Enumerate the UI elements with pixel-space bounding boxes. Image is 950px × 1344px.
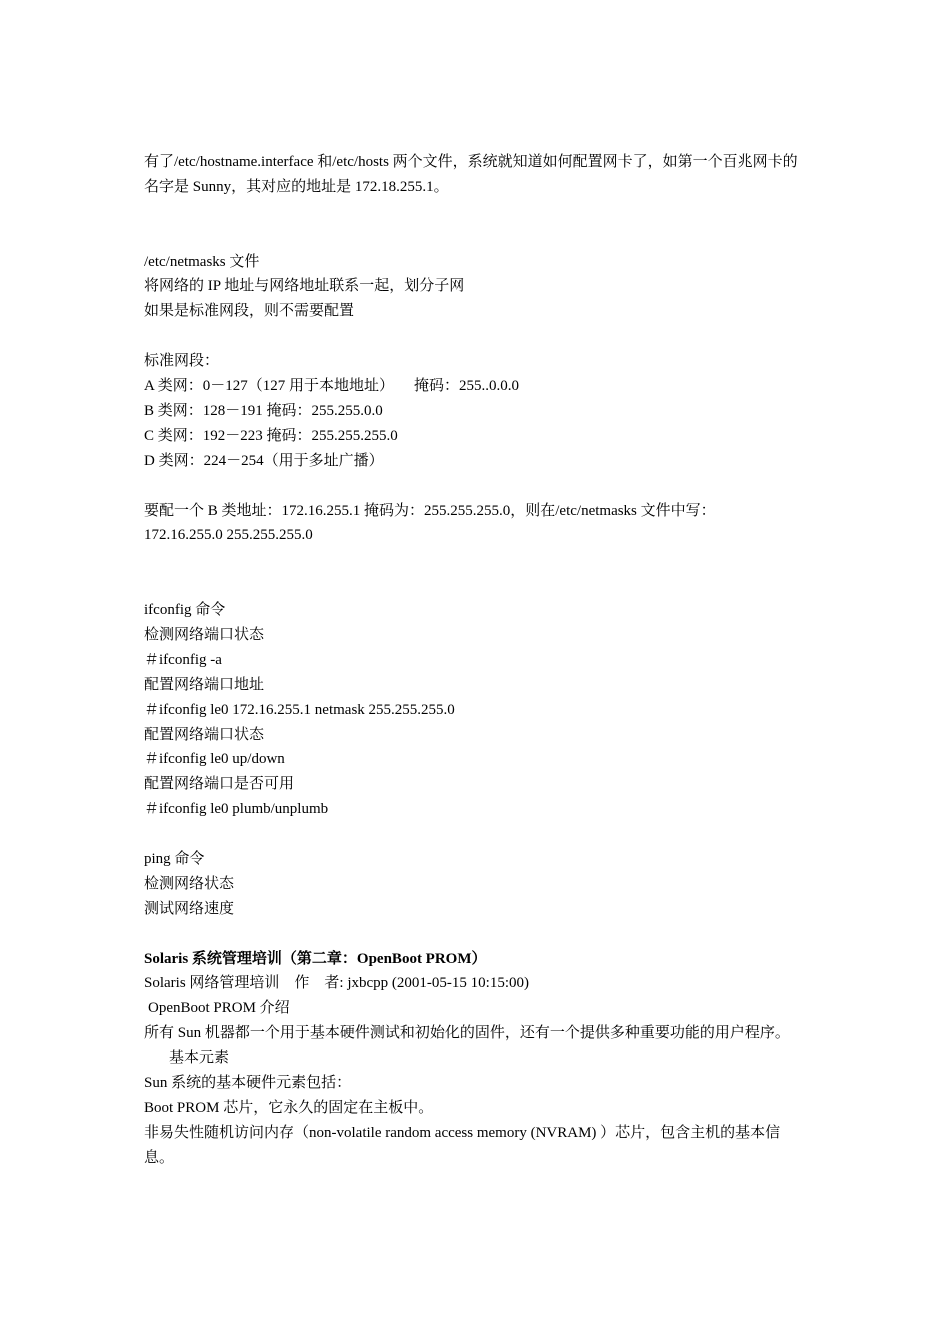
ifconfig-line: 配置网络端口地址: [144, 676, 265, 693]
ifconfig-command: ＃ifconfig le0 172.16.255.1 netmask 255.255.255.0: [144, 701, 455, 718]
spacer: [144, 548, 810, 573]
ifconfig-command: ＃ifconfig le0 plumb/unplumb: [144, 801, 329, 818]
chapter-title: Solaris 系统管理培训（第二章：OpenBoot PROM）: [144, 950, 487, 967]
example-line: 要配一个 B 类地址：172.16.255.1 掩码为：255.255.255.0，则在/etc/netmasks 文件中写：: [144, 502, 716, 519]
spacer: [144, 573, 810, 598]
class-a-line: [144, 374, 810, 399]
spacer: [144, 822, 810, 847]
spacer: [144, 324, 810, 349]
ifconfig-command: ＃ifconfig le0 up/down: [144, 751, 285, 768]
intro-paragraph: 有了/etc/hostname.interface 和/etc/hosts 两个文件，系统就知道如何配置网卡了，如第一个百兆网卡的名字是 Sunny，其对应的地址是 172.18.255.1。: [144, 154, 798, 195]
ifconfig-heading: ifconfig 命令: [144, 602, 226, 619]
class-a-mask: 掩码：255..0.0.0: [414, 378, 520, 395]
class-c-line: C 类网：192－223 掩码：255.255.255.0: [144, 427, 398, 444]
ifconfig-line: 检测网络端口状态: [144, 626, 265, 643]
basic-elements-heading: 基本元素: [169, 1050, 230, 1067]
netmasks-heading: /etc/netmasks 文件: [144, 253, 260, 270]
spacer: [144, 200, 810, 225]
ifconfig-line: 配置网络端口是否可用: [144, 776, 295, 793]
example-value: 172.16.255.0 255.255.255.0: [144, 527, 313, 544]
openboot-intro-heading: OpenBoot PROM 介绍: [148, 1000, 290, 1017]
document-body: [144, 150, 810, 1171]
netmasks-description: 将网络的 IP 地址与网络地址联系一起，划分子网: [144, 278, 465, 295]
standard-segments-heading: 标准网段：: [144, 353, 220, 370]
class-b-line: B 类网：128－191 掩码：255.255.0.0: [144, 402, 383, 419]
byline: Solaris 网络管理培训 作 者: jxbcpp (2001-05-15 10:15:00): [144, 975, 529, 992]
ifconfig-command: ＃ifconfig -a: [144, 651, 222, 668]
spacer: [144, 474, 810, 499]
nvram-paragraph: 非易失性随机访问内存（non-volatile random access memory (NVRAM) ）芯片，包含主机的基本信息。: [144, 1124, 781, 1166]
spacer: [144, 922, 810, 947]
ping-line: 检测网络状态: [144, 875, 235, 892]
spacer: [144, 225, 810, 250]
sun-elements-line: Sun 系统的基本硬件元素包括：: [144, 1075, 352, 1091]
ping-heading: ping 命令: [144, 850, 205, 867]
netmasks-description: 如果是标准网段，则不需要配置: [144, 303, 355, 320]
ifconfig-line: 配置网络端口状态: [144, 726, 265, 743]
boot-prom-line: Boot PROM 芯片，它永久的固定在主板中。: [144, 1099, 434, 1116]
openboot-paragraph: 所有 Sun 机器都一个用于基本硬件测试和初始化的固件，还有一个提供多种重要功能的用户程序。: [144, 1025, 790, 1042]
ping-line: 测试网络速度: [144, 900, 235, 917]
class-d-line: D 类网：224－254（用于多址广播）: [144, 452, 384, 469]
class-a-range: A 类网：0－127（127 用于本地地址）: [144, 378, 395, 395]
